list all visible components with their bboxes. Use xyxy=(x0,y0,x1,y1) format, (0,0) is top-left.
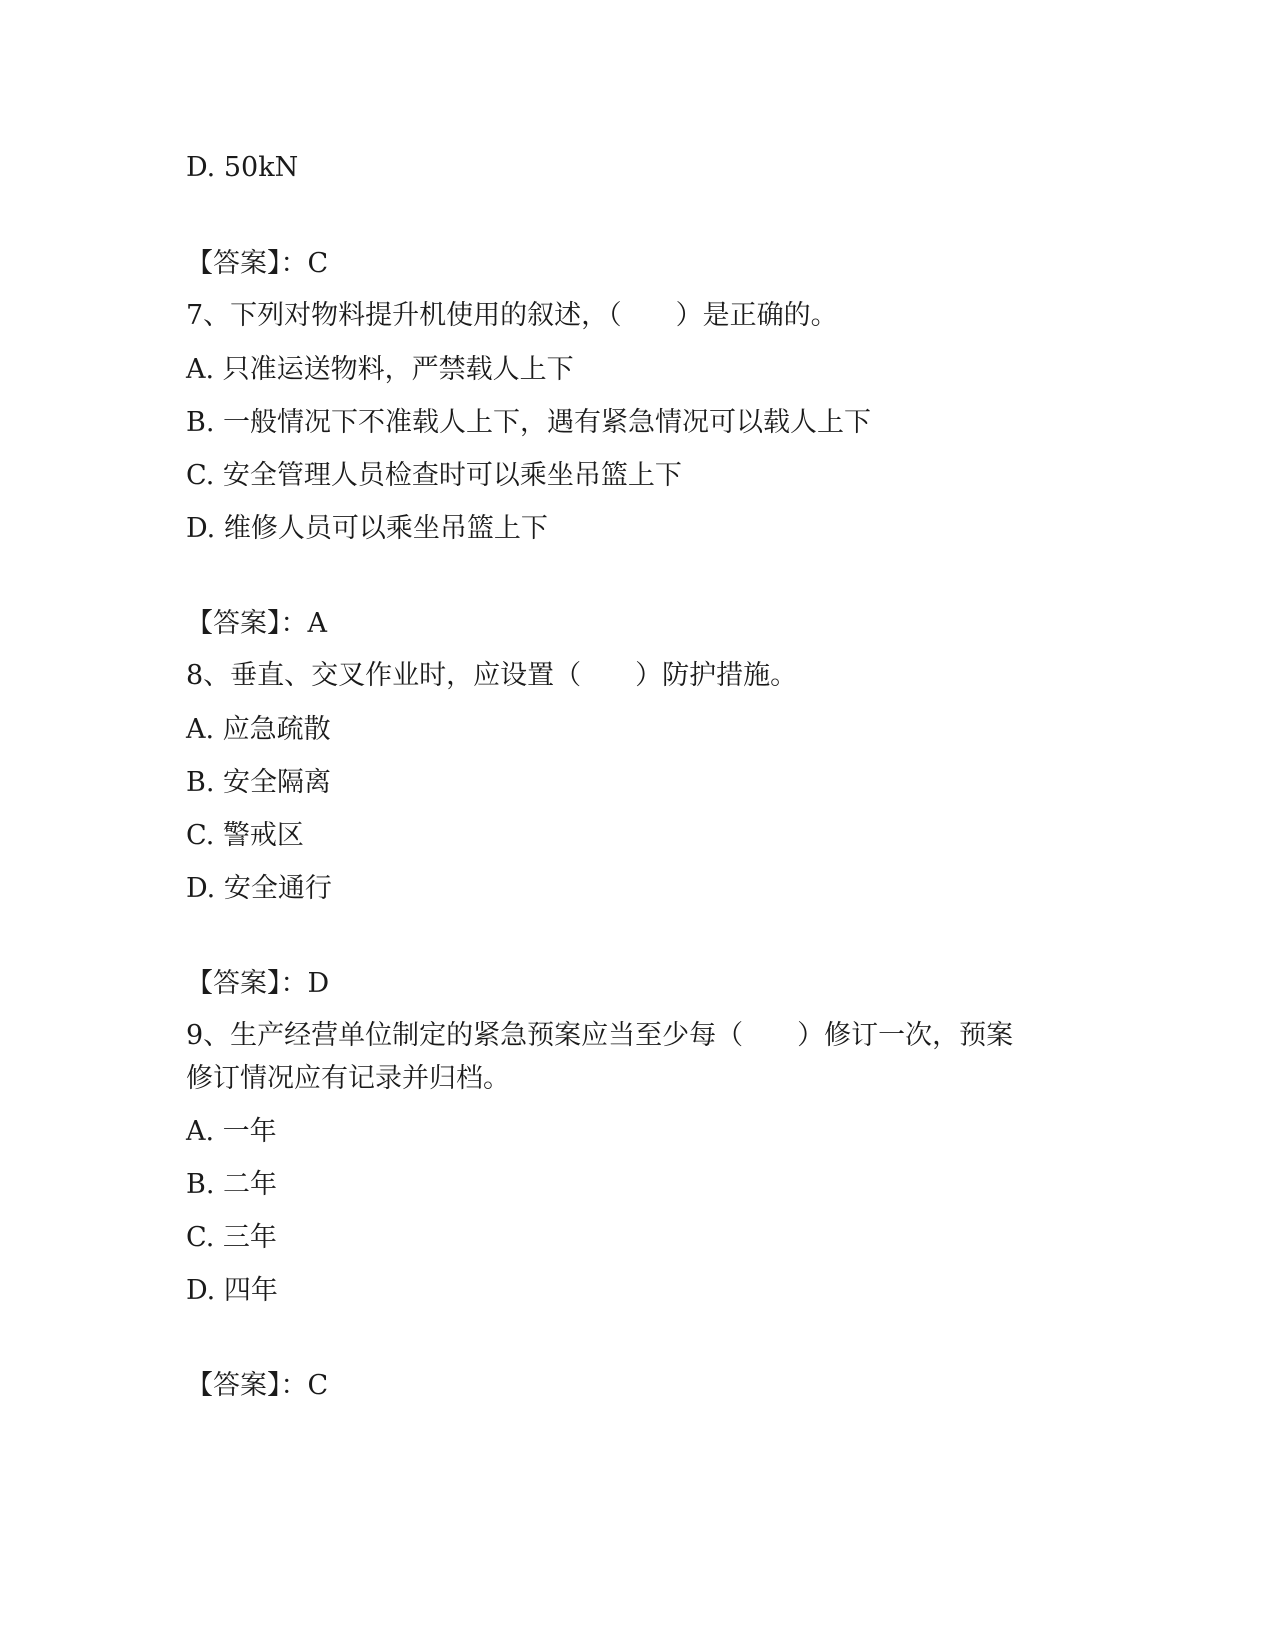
q8-option-a: A. 应急疏散 xyxy=(186,714,331,745)
q7-stem: 7、下列对物料提升机使用的叙述，（ ）是正确的。 xyxy=(186,300,838,331)
prev-option-d: D. 50kN xyxy=(186,152,299,183)
q8-option-c: C. 警戒区 xyxy=(186,820,304,851)
q8-answer: 【答案】：D xyxy=(186,968,330,999)
q9-option-d: D. 四年 xyxy=(186,1275,278,1306)
q9-option-c: C. 三年 xyxy=(186,1222,277,1253)
q8-option-d: D. 安全通行 xyxy=(186,873,332,904)
q8-option-b: B. 安全隔离 xyxy=(186,767,332,798)
q7-option-a: A. 只准运送物料，严禁载人上下 xyxy=(186,354,574,385)
q9-option-a: A. 一年 xyxy=(186,1116,277,1147)
q9-stem-line1: 9、生产经营单位制定的紧急预案应当至少每（ ）修订一次，预案 xyxy=(186,1020,1014,1051)
q7-answer: 【答案】：A xyxy=(186,608,327,639)
q9-stem-line2: 修订情况应有记录并归档。 xyxy=(186,1063,510,1094)
q7-option-d: D. 维修人员可以乘坐吊篮上下 xyxy=(186,513,548,544)
prev-answer: 【答案】：C xyxy=(186,248,329,279)
q8-stem: 8、垂直、交叉作业时，应设置（ ）防护措施。 xyxy=(186,660,798,691)
q7-option-b: B. 一般情况下不准载人上下，遇有紧急情况可以载人上下 xyxy=(186,407,872,438)
q7-option-c: C. 安全管理人员检查时可以乘坐吊篮上下 xyxy=(186,460,682,491)
q9-answer: 【答案】：C xyxy=(186,1370,329,1401)
q9-option-b: B. 二年 xyxy=(186,1169,278,1200)
